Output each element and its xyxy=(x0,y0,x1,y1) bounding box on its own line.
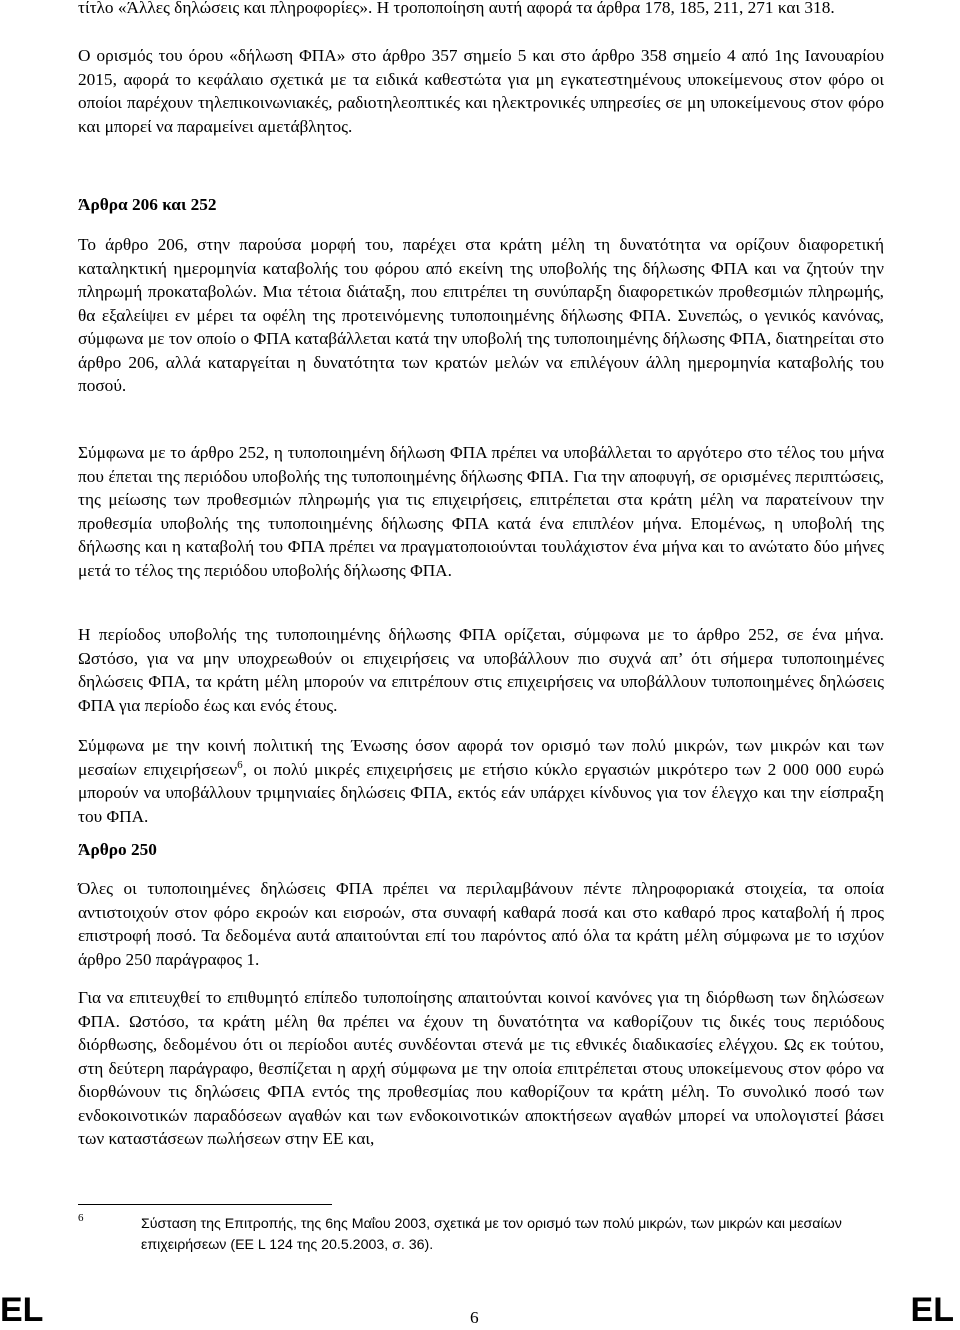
paragraph-sme-policy xyxy=(78,734,884,828)
footnote-separator xyxy=(78,1204,332,1205)
heading-articles-206-252: Άρθρα 206 και 252 xyxy=(78,195,217,214)
heading-article-250: Άρθρο 250 xyxy=(78,840,157,859)
paragraph-corrections: Για να επιτευχθεί το επιθυμητό επίπεδο τυποποίησης απαιτούνται κοινοί κανόνες για τη διόρθωση των δηλώσεων ΦΠΑ. Ωστόσο, τα κράτη μέλη θα πρέπει να έχουν τη δυνατότητα να καθορίζουν τις δικές τους περιόδους διόρθωσης, δεδομένου ότι οι περίοδοι αυτές συνδέονται στενά με τις εθνικές διαδικασίες ελέγχου. Ως εκ τούτου, στη δεύτερη παράγραφο, θεσπίζεται η αρχή σύμφωνα με την οποία επιτρέπεται στους υποκείμενους στον φόρο να διορθώνουν τις δηλώσεις ΦΠΑ εντός της προθεσμίας που καθορίζουν τα κράτη μέλη. Το συνολικό ποσό των ενδοκοινοτικών παραδόσεων αγαθών και των ενδοκοινοτικών αποκτήσεων αγαθών μπορεί να υπολογιστεί βάσει των καταστάσεων πωλήσεων στην ΕΕ και, xyxy=(78,988,884,1148)
paragraph-article-206: Το άρθρο 206, στην παρούσα μορφή του, παρέχει στα κράτη μέλη τη δυνατότητα να ορίζουν διαφορετική καταληκτική ημερομηνία καταβολής του φόρου από εκείνη της υποβολής της δήλωσης ΦΠΑ και να ζητούν την πληρωμή προκαταβολών. Μια τέτοια διάταξη, που επιτρέπει τη συνύπαρξη διαφορετικών προθεσμιών πληρωμής, θα εξαλείψει εν μέρει τα οφέλη της προτεινόμενης τυποποιημένης δήλωσης ΦΠΑ. Συνεπώς, ο γενικός κανόνας, σύμφωνα με τον οποίο ο ΦΠΑ καταβάλλεται κατά την υποβολή της τυποποιημένης δήλωσης ΦΠΑ, διατηρείται στο άρθρο 206, αλλά καταργείται η δυνατότητα των κρατών μελών να επιλέγουν άλλη ημερομηνία καταβολής του ποσού. xyxy=(78,235,884,395)
footer-language-left: EL xyxy=(0,1291,44,1329)
paragraph-vat-definition: Ο ορισμός του όρου «δήλωση ΦΠΑ» στο άρθρο 357 σημείο 5 και στο άρθρο 358 σημείο 4 από 1ης Ιανουαρίου 2015, αφορά το κεφάλαιο σχετικά με τα ειδικά καθεστώτα για μη εγκατεστημένους υποκείμενους στον φόρο οι οποίοι παρέχουν τηλεπικοινωνιακές, ραδιοτηλεοπτικές και ηλεκτρονικές υπηρεσίες σε μη υποκείμενους στον φόρο και μπορεί να παραμείνει αμετάβλητος. xyxy=(78,46,884,136)
footnote-reference[interactable]: 6 xyxy=(237,758,243,771)
page-number: 6 xyxy=(470,1308,479,1327)
footnote-number: 6 xyxy=(78,1212,84,1224)
paragraph-continuation: τίτλο «Άλλες δηλώσεις και πληροφορίες». Η τροποποίηση αυτή αφορά τα άρθρα 178, 185, 211, 271 και 318. xyxy=(78,0,835,17)
paragraph-sme-text-after: , οι πολύ μικρές επιχειρήσεις με ετήσιο κύκλο εργασιών μικρότερο των 2 000 000 ευρώ μπορούν να υποβάλλουν τριμηνιαίες δηλώσεις ΦΠΑ, εκτός εάν υπάρχει κίνδυνος για τον έλεγχο και την είσπραξη του ΦΠΑ. xyxy=(78,759,884,826)
paragraph-article-250: Όλες οι τυποποιημένες δηλώσεις ΦΠΑ πρέπει να περιλαμβάνουν πέντε πληροφοριακά στοιχεία, τα οποία αντιστοιχούν στον φόρο εκροών και εισροών, στα συναφή καθαρά ποσά και στο καθαρό προς καταβολή ή προς επιστροφή ποσό. Τα δεδομένα αυτά απαιτούνται επί του παρόντος από όλα τα κράτη μέλη σύμφωνα με το ισχύον άρθρο 250 παράγραφος 1. xyxy=(78,879,884,969)
paragraph-sme-text-before: Σύμφωνα με την κοινή πολιτική της Ένωσης όσον αφορά τον ορισμό των πολύ μικρών, των μικρών και των μεσαίων επιχειρήσεων xyxy=(78,736,884,779)
footer-language-right: EL xyxy=(910,1291,954,1329)
paragraph-return-period: Η περίοδος υποβολής της τυποποιημένης δήλωσης ΦΠΑ ορίζεται, σύμφωνα με το άρθρο 252, σε ένα μήνα. Ωστόσο, για να μην υποχρεωθούν οι επιχειρήσεις να υποβάλλουν πιο συχνά απ’ ότι σήμερα τυποποιημένες δηλώσεις ΦΠΑ, τα κράτη μέλη μπορούν να επιτρέπουν στις επιχειρήσεις να υποβάλλουν τυποποιημένες δηλώσεις ΦΠΑ για περίοδο έως και ενός έτους. xyxy=(78,625,884,715)
paragraph-article-252: Σύμφωνα με το άρθρο 252, η τυποποιημένη δήλωση ΦΠΑ πρέπει να υποβάλλεται το αργότερο στο τέλος του μήνα που έπεται της περιόδου υποβολής της τυποποιημένης δήλωσης ΦΠΑ. Για την αποφυγή, σε ορισμένες περιπτώσεις, της μείωσης των προθεσμιών πληρωμής για τις επιχειρήσεις, επιτρέπεται στα κράτη μέλη να παρατείνουν την προθεσμία υποβολής της τυποποιημένης δήλωσης ΦΠΑ κατά ένα επιπλέον μήνα. Επομένως, η υποβολή της δήλωσης και η καταβολή του ΦΠΑ πρέπει να πραγματοποιούνται τουλάχιστον ένα μήνα και το ανώτατο δύο μήνες μετά το τέλος της περιόδου υποβολής δήλωσης ΦΠΑ. xyxy=(78,443,884,580)
footnote-text: Σύσταση της Επιτροπής, της 6ης Μαΐου 2003, σχετικά με τον ορισμό των πολύ μικρών, των μικρών και μεσαίων επιχειρήσεων (ΕΕ L 124 της 20.5.2003, σ. 36). xyxy=(141,1216,842,1253)
